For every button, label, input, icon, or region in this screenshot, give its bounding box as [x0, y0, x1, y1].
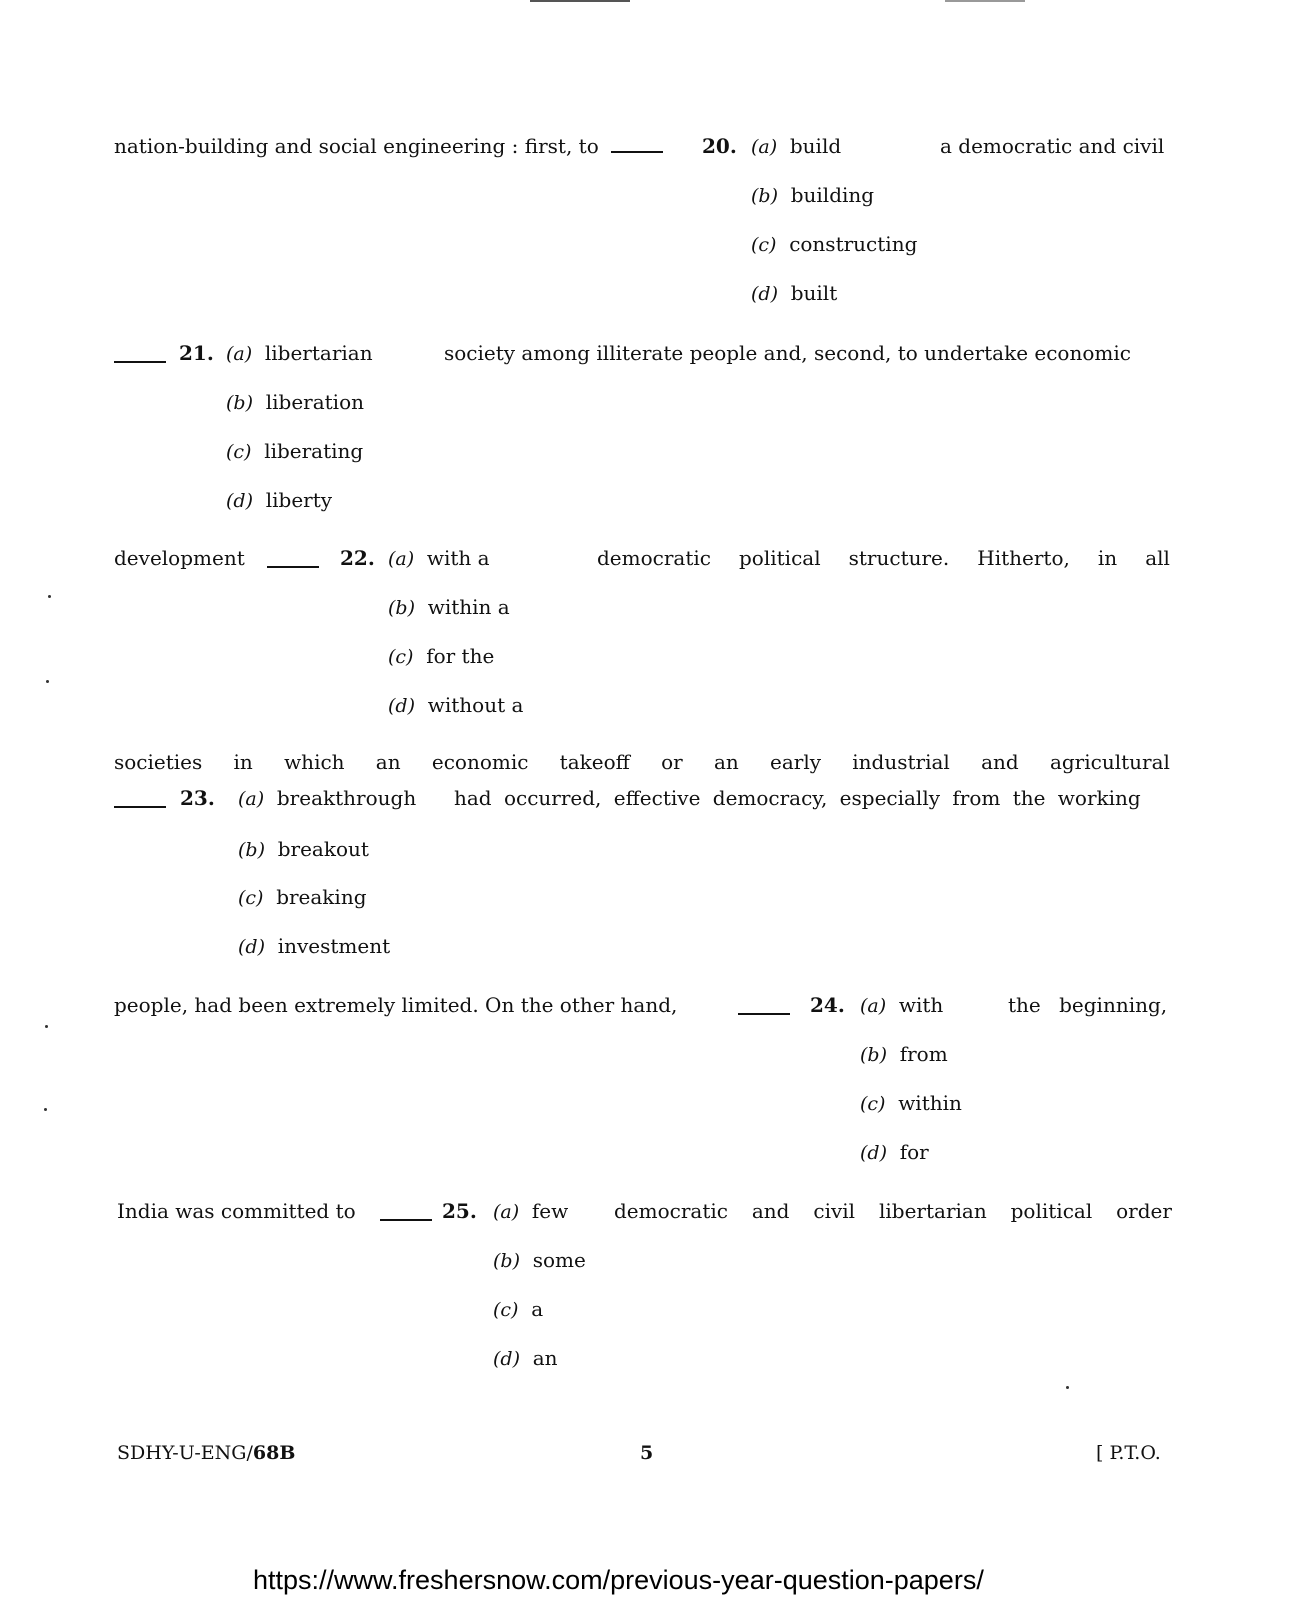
q22-blank: [267, 550, 319, 568]
q20-trail-text: a democratic and civil: [940, 134, 1165, 158]
q23-pre-line: societies in which an economic takeoff or an early industrial and agricultural: [114, 750, 1170, 774]
q24-blank: [738, 997, 790, 1015]
scan-speck: [44, 1108, 47, 1111]
q25-trail-text: democratic and civil libertarian political order: [614, 1199, 1172, 1223]
q23-number: 23.: [180, 786, 215, 810]
q22-lead-text: development: [114, 546, 245, 570]
q24-option-b[interactable]: (b) from: [860, 1042, 948, 1066]
scan-speck: [45, 1025, 48, 1028]
paper-code: SDHY-U-ENG/68B: [117, 1442, 296, 1464]
q20-number: 20.: [702, 134, 737, 158]
scan-speck: [46, 680, 49, 683]
q25-option-d[interactable]: (d) an: [493, 1346, 558, 1370]
q20-option-b[interactable]: (b) building: [751, 183, 875, 207]
q22-number: 22.: [340, 546, 375, 570]
q23-trail-text: had occurred, effective democracy, especially from the working: [454, 786, 1141, 810]
q21-option-c[interactable]: (c) liberating: [226, 439, 364, 463]
q21-option-d[interactable]: (d) liberty: [226, 488, 333, 512]
q21-trail-text: society among illiterate people and, second, to undertake economic: [444, 341, 1131, 365]
q20-blank: [611, 135, 663, 153]
q25-option-c[interactable]: (c) a: [493, 1297, 544, 1321]
q22-option-d[interactable]: (d) without a: [388, 693, 524, 717]
q22-option-c[interactable]: (c) for the: [388, 644, 495, 668]
q24-number: 24.: [810, 993, 845, 1017]
q24-option-d[interactable]: (d) for: [860, 1140, 929, 1164]
scan-speck: [1066, 1386, 1069, 1389]
scan-speck: [48, 595, 51, 598]
q23-option-d[interactable]: (d) investment: [238, 934, 391, 958]
q24-lead-text: people, had been extremely limited. On the other hand,: [114, 993, 678, 1017]
q24-option-a[interactable]: (a) with: [860, 993, 944, 1017]
q23-blank: [114, 790, 166, 808]
q25-number: 25.: [442, 1199, 477, 1223]
q24-option-c[interactable]: (c) within: [860, 1091, 962, 1115]
q22-trail-text: democratic political structure. Hitherto, in all: [597, 546, 1170, 570]
q25-lead-text: India was committed to: [117, 1199, 356, 1223]
q21-option-b[interactable]: (b) liberation: [226, 390, 364, 414]
q21-blank: [114, 345, 166, 363]
pto-label: [ P.T.O.: [1096, 1442, 1161, 1464]
q25-option-a[interactable]: (a) few: [493, 1199, 569, 1223]
q25-option-b[interactable]: (b) some: [493, 1248, 586, 1272]
q20-option-a[interactable]: (a) build: [751, 134, 842, 158]
q23-option-a[interactable]: (a) breakthrough: [238, 786, 417, 810]
q25-blank: [380, 1203, 432, 1221]
q23-option-b[interactable]: (b) breakout: [238, 837, 369, 861]
q20-option-c[interactable]: (c) constructing: [751, 232, 918, 256]
q20-option-d[interactable]: (d) built: [751, 281, 838, 305]
q22-option-b[interactable]: (b) within a: [388, 595, 510, 619]
scan-artifact: [945, 0, 1025, 2]
page-number: 5: [640, 1442, 654, 1464]
q22-option-a[interactable]: (a) with a: [388, 546, 490, 570]
q21-option-a[interactable]: (a) libertarian: [226, 341, 373, 365]
q24-trail-text: the beginning,: [1008, 993, 1168, 1017]
q23-option-c[interactable]: (c) breaking: [238, 885, 367, 909]
watermark-url[interactable]: https://www.freshersnow.com/previous-year-question-papers/: [253, 1565, 984, 1595]
q20-lead-text: nation-building and social engineering : first, to: [114, 134, 663, 158]
scan-artifact: [530, 0, 630, 2]
q21-number: 21.: [179, 341, 214, 365]
